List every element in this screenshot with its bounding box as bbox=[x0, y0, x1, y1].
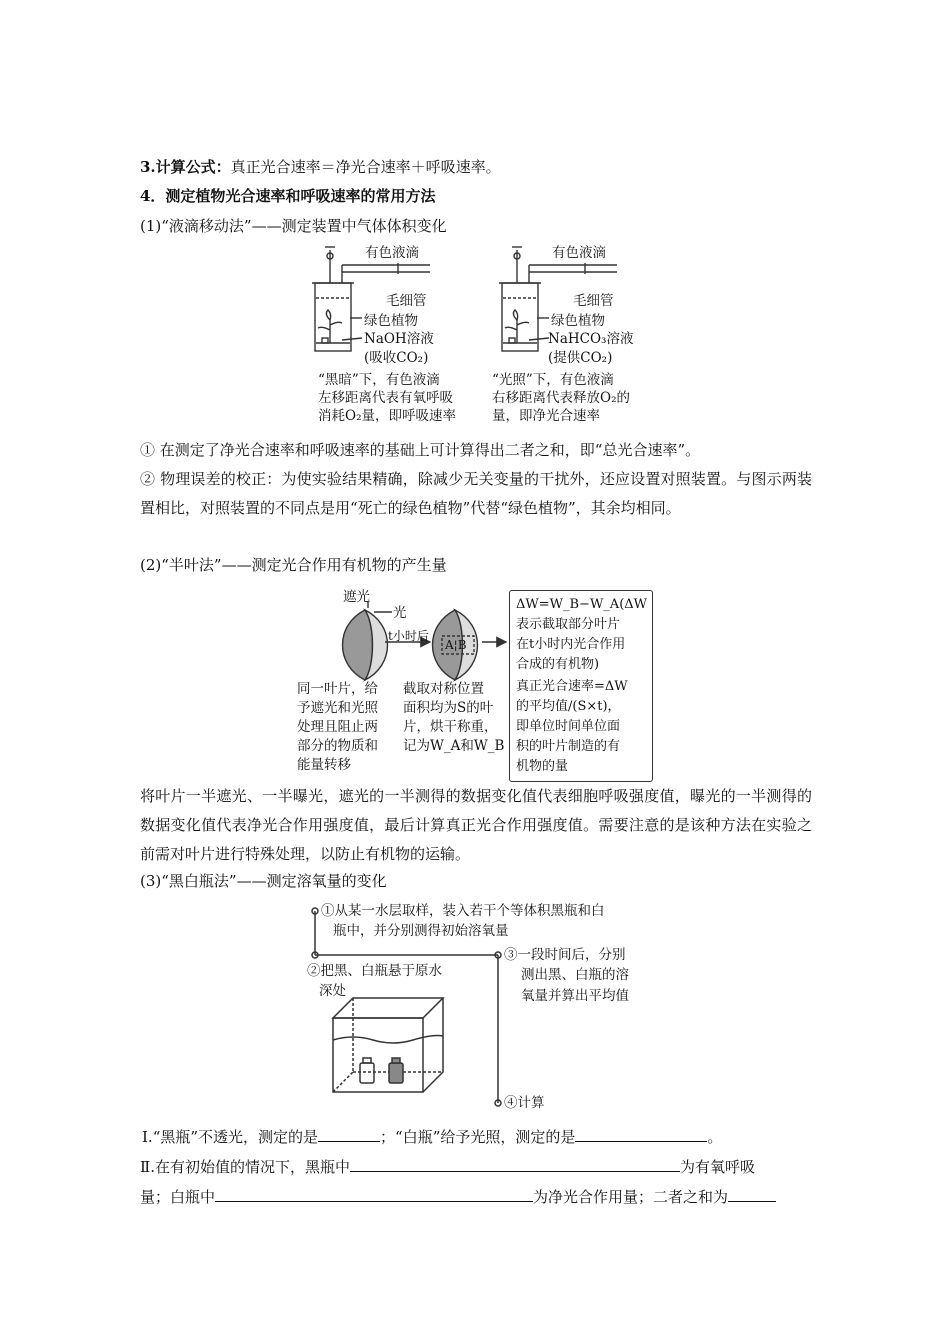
question-i-text-c: 。 bbox=[707, 1128, 723, 1146]
step2-line1: ②把黑、白瓶悬于原水 bbox=[307, 963, 442, 979]
left-droplet-label: 有色液滴 bbox=[365, 245, 419, 261]
formula-box-line: 合成的有机物) bbox=[516, 657, 600, 672]
left-solution-note: (吸收CO₂) bbox=[364, 350, 429, 366]
formula-box-line: 即单位时间单位面 bbox=[516, 719, 621, 734]
left-caption-line: 同一叶片，给 bbox=[297, 681, 378, 697]
question-i-text-a: Ⅰ.“黑瓶”不透光，测定的是 bbox=[142, 1128, 319, 1146]
middle-caption-line: 记为W_A和W_B bbox=[403, 738, 505, 754]
right-solution-note: (提供CO₂) bbox=[548, 350, 613, 366]
left-caption-2: 左移距离代表有氧呼吸 bbox=[318, 390, 453, 406]
formula-box-line: 表示截取部分叶片 bbox=[516, 617, 621, 632]
formula-box-line: 积的叶片制造的有 bbox=[516, 739, 621, 754]
method1-note-2: ② 物理误差的校正：为使实验结果精确，除减少无关变量的干扰外，还应设置对照装置。与图示两装置相比，对照装置的不同点是用“死亡的绿色植物”代替“绿色植物”，其余均相同。 bbox=[140, 470, 812, 517]
method1-note-1: ① 在测定了净光合速率和呼吸速率的基础上可计算得出二者之和，即“总光合速率”。 bbox=[140, 441, 701, 459]
question-ii-line2 bbox=[140, 1185, 776, 1208]
left-caption-line: 予遮光和光照 bbox=[297, 700, 378, 716]
light-label: 光 bbox=[393, 605, 407, 621]
left-caption-line: 能量转移 bbox=[297, 757, 351, 773]
left-caption-3: 消耗O₂量，即呼吸速率 bbox=[318, 408, 456, 424]
question-ii-text-d: 为净光合作用量；二者之和为 bbox=[533, 1188, 729, 1206]
right-caption-3: 量，即净光合速率 bbox=[492, 408, 600, 424]
step1-line1: ①从某一水层取样，装入若干个等体积黑瓶和白 bbox=[321, 903, 605, 919]
middle-caption-line: 截取对称位置 bbox=[403, 681, 484, 697]
method1-heading: (1)“液滴移动法”——测定装置中气体体积变化 bbox=[140, 217, 447, 235]
step2-line2: 深处 bbox=[319, 983, 346, 999]
right-caption-2: 右移距离代表释放O₂的 bbox=[492, 390, 630, 406]
right-caption-1: “光照”下，有色液滴 bbox=[492, 372, 614, 388]
middle-caption-line: 片，烘干称重， bbox=[403, 719, 498, 735]
question-ii-line1 bbox=[140, 1155, 755, 1178]
question-i bbox=[142, 1125, 722, 1148]
method2-heading: (2)“半叶法”——测定光合作用有机物的产生量 bbox=[140, 556, 447, 574]
step1-line2: 瓶中，并分别测得初始溶氧量 bbox=[333, 923, 509, 939]
right-solution-label: NaHCO₃溶液 bbox=[548, 331, 634, 347]
right-plant-label: 绿色植物 bbox=[551, 313, 605, 329]
left-caption-1: “黑暗”下，有色液滴 bbox=[318, 372, 440, 388]
step4-label: ④计算 bbox=[504, 1095, 545, 1111]
left-caption-line: 处理且阻止两 bbox=[297, 719, 378, 735]
middle-caption-line: 面积均为S的叶 bbox=[403, 700, 494, 716]
formula-box-line: 在t小时内光合作用 bbox=[516, 637, 626, 652]
answer-blank[interactable] bbox=[215, 1185, 533, 1202]
step3-line1: ③一段时间后，分别 bbox=[504, 947, 626, 963]
question-ii-text-a: Ⅱ.在有初始值的情况下，黑瓶中 bbox=[140, 1158, 350, 1176]
formula-box-line: 机物的量 bbox=[516, 759, 569, 774]
formula-box-line: ΔW=W_B−W_A(ΔW bbox=[516, 597, 648, 612]
method2-paragraph: 将叶片一半遮光、一半曝光，遮光的一半测得的数据变化值代表细胞呼吸强度值，曝光的一半测得的数据变化值代表净光合作用强度值，最后计算真正光合作用强度值。需要注意的是该种方法在实验之前需对叶片进行特殊处理，以防止有机物的运输。 bbox=[140, 787, 812, 863]
answer-blank[interactable] bbox=[350, 1155, 680, 1172]
step3-line2: 测出黑、白瓶的溶 bbox=[521, 967, 629, 983]
answer-blank[interactable] bbox=[575, 1125, 707, 1142]
section4-title: 4．测定植物光合速率和呼吸速率的常用方法 bbox=[140, 187, 436, 205]
method3-heading: (3)“黑白瓶法”——测定溶氧量的变化 bbox=[140, 872, 387, 890]
left-caption-line: 部分的物质和 bbox=[297, 738, 378, 754]
question-ii-text-c: 量；白瓶中 bbox=[140, 1188, 216, 1206]
question-ii-text-b: 为有氧呼吸 bbox=[679, 1158, 755, 1176]
answer-blank[interactable] bbox=[728, 1185, 776, 1202]
right-capillary-label: 毛细管 bbox=[573, 293, 614, 309]
left-solution-label: NaOH溶液 bbox=[364, 331, 434, 347]
left-plant-label: 绿色植物 bbox=[364, 313, 418, 329]
ab-label: A¦B bbox=[445, 638, 467, 652]
time-arrow-label: t小时后 bbox=[388, 629, 429, 643]
right-droplet-label: 有色液滴 bbox=[552, 245, 606, 261]
formula-box-line: 真正光合速率=ΔW bbox=[516, 679, 628, 694]
question-i-text-b: ；“白瓶”给予光照，测定的是 bbox=[380, 1128, 576, 1146]
formula-box-line: 的平均值/(S×t)， bbox=[516, 699, 621, 714]
shade-label: 遮光 bbox=[343, 589, 370, 605]
answer-blank[interactable] bbox=[318, 1125, 380, 1142]
left-capillary-label: 毛细管 bbox=[386, 293, 427, 309]
section3-label: 3.计算公式： bbox=[140, 158, 231, 176]
step3-line3: 氧量并算出平均值 bbox=[521, 988, 629, 1004]
section3-text: 真正光合速率＝净光合速率＋呼吸速率。 bbox=[230, 158, 501, 176]
